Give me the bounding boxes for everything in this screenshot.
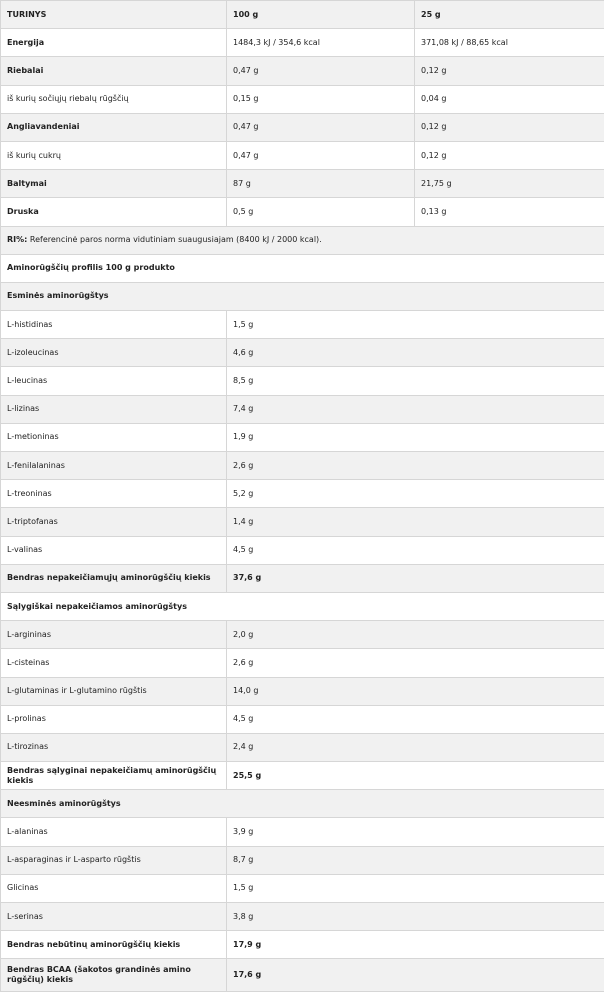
nutrient-value-100g: 0,47 g	[227, 113, 415, 141]
table-row	[1, 508, 604, 536]
table-row	[1, 254, 604, 282]
table-row	[1, 733, 604, 761]
table-row	[1, 423, 604, 451]
nutrient-name: iš kurių sočiųjų riebalų rūgščių	[1, 85, 227, 113]
amino-value: 5,2 g	[227, 480, 604, 508]
amino-value: 2,6 g	[227, 452, 604, 480]
amino-value: 2,4 g	[227, 733, 604, 761]
amino-value: 2,6 g	[227, 649, 604, 677]
table-row	[1, 649, 604, 677]
bcaa-label: Bendras BCAA (šakotos grandinės amino rūgščių) kiekis	[1, 959, 227, 992]
table-row	[1, 621, 604, 649]
amino-name: L-tirozinas	[1, 733, 227, 761]
table-row	[1, 57, 604, 85]
amino-value: 4,6 g	[227, 339, 604, 367]
amino-name: L-izoleucinas	[1, 339, 227, 367]
amino-total-value: 37,6 g	[227, 564, 604, 592]
nutrition-table-body	[1, 1, 604, 992]
nutrient-name: Riebalai	[1, 57, 227, 85]
amino-name: L-prolinas	[1, 705, 227, 733]
table-row	[1, 452, 604, 480]
amino-section-heading: Esminės aminorūgštys	[1, 282, 604, 310]
nutrient-name: Angliavandeniai	[1, 113, 227, 141]
nutrient-value-25g: 0,13 g	[415, 198, 604, 226]
amino-total-label: Bendras nebūtinų aminorūgščių kiekis	[1, 931, 227, 959]
table-row	[1, 959, 604, 992]
nutrient-value-100g: 0,47 g	[227, 141, 415, 169]
header-cell-content: TURINYS	[1, 1, 227, 29]
table-row	[1, 931, 604, 959]
nutrient-value-25g: 371,08 kJ / 88,65 kcal	[415, 29, 604, 57]
nutrient-name: Energija	[1, 29, 227, 57]
table-row	[1, 677, 604, 705]
nutrient-value-25g: 21,75 g	[415, 170, 604, 198]
table-row	[1, 226, 604, 254]
amino-total-value: 17,9 g	[227, 931, 604, 959]
amino-value: 1,4 g	[227, 508, 604, 536]
nutrient-name: iš kurių cukrų	[1, 141, 227, 169]
table-row	[1, 29, 604, 57]
nutrient-value-100g: 1484,3 kJ / 354,6 kcal	[227, 29, 415, 57]
table-row	[1, 705, 604, 733]
table-row	[1, 818, 604, 846]
table-row	[1, 339, 604, 367]
amino-name: L-glutaminas ir L-glutamino rūgštis	[1, 677, 227, 705]
amino-name: L-cisteinas	[1, 649, 227, 677]
nutrient-value-100g: 0,5 g	[227, 198, 415, 226]
amino-name: L-valinas	[1, 536, 227, 564]
amino-section-heading: Neesminės aminorūgštys	[1, 790, 604, 818]
amino-name: L-treoninas	[1, 480, 227, 508]
table-row	[1, 367, 604, 395]
table-row	[1, 480, 604, 508]
table-row	[1, 874, 604, 902]
amino-name: L-lizinas	[1, 395, 227, 423]
amino-value: 3,9 g	[227, 818, 604, 846]
amino-value: 7,4 g	[227, 395, 604, 423]
amino-profile-title: Aminorūgščių profilis 100 g produkto	[1, 254, 604, 282]
nutrient-value-100g: 87 g	[227, 170, 415, 198]
table-row	[1, 846, 604, 874]
amino-name: L-fenilalaninas	[1, 452, 227, 480]
nutrient-value-25g: 0,12 g	[415, 57, 604, 85]
table-row	[1, 1, 604, 29]
amino-value: 8,7 g	[227, 846, 604, 874]
amino-value: 4,5 g	[227, 705, 604, 733]
table-row	[1, 762, 604, 790]
amino-value: 14,0 g	[227, 677, 604, 705]
amino-value: 1,9 g	[227, 423, 604, 451]
nutrient-value-25g: 0,12 g	[415, 113, 604, 141]
table-row	[1, 113, 604, 141]
table-row	[1, 198, 604, 226]
amino-total-value: 25,5 g	[227, 762, 604, 790]
amino-name: Glicinas	[1, 874, 227, 902]
nutrient-name: Druska	[1, 198, 227, 226]
table-row	[1, 85, 604, 113]
table-row	[1, 903, 604, 931]
amino-value: 8,5 g	[227, 367, 604, 395]
nutrient-value-100g: 0,47 g	[227, 57, 415, 85]
amino-name: L-triptofanas	[1, 508, 227, 536]
amino-total-label: Bendras nepakeičiamųjų aminorūgščių kiekis	[1, 564, 227, 592]
table-row	[1, 141, 604, 169]
amino-name: L-argininas	[1, 621, 227, 649]
table-row	[1, 536, 604, 564]
header-cell-100g: 100 g	[227, 1, 415, 29]
amino-value: 1,5 g	[227, 874, 604, 902]
table-row	[1, 282, 604, 310]
table-row	[1, 170, 604, 198]
amino-value: 3,8 g	[227, 903, 604, 931]
amino-name: L-serinas	[1, 903, 227, 931]
nutrient-value-25g: 0,04 g	[415, 85, 604, 113]
table-row	[1, 592, 604, 620]
ri-text: Referencinė paros norma vidutiniam suaugusiajam (8400 kJ / 2000 kcal).	[27, 235, 322, 245]
ri-note	[1, 226, 604, 254]
amino-value: 2,0 g	[227, 621, 604, 649]
amino-name: L-metioninas	[1, 423, 227, 451]
amino-name: L-alaninas	[1, 818, 227, 846]
amino-name: L-leucinas	[1, 367, 227, 395]
nutrient-value-100g: 0,15 g	[227, 85, 415, 113]
amino-total-label: Bendras sąlyginai nepakeičiamų aminorūgščių kiekis	[1, 762, 227, 790]
table-row	[1, 564, 604, 592]
nutrient-value-25g: 0,12 g	[415, 141, 604, 169]
header-cell-25g: 25 g	[415, 1, 604, 29]
table-row	[1, 395, 604, 423]
amino-name: L-histidinas	[1, 311, 227, 339]
table-row	[1, 790, 604, 818]
ri-label: RI%:	[7, 235, 28, 245]
amino-value: 4,5 g	[227, 536, 604, 564]
amino-value: 1,5 g	[227, 311, 604, 339]
table-row	[1, 311, 604, 339]
amino-name: L-asparaginas ir L-asparto rūgštis	[1, 846, 227, 874]
bcaa-value: 17,6 g	[227, 959, 604, 992]
nutrient-name: Baltymai	[1, 170, 227, 198]
amino-section-heading: Sąlygiškai nepakeičiamos aminorūgštys	[1, 592, 604, 620]
